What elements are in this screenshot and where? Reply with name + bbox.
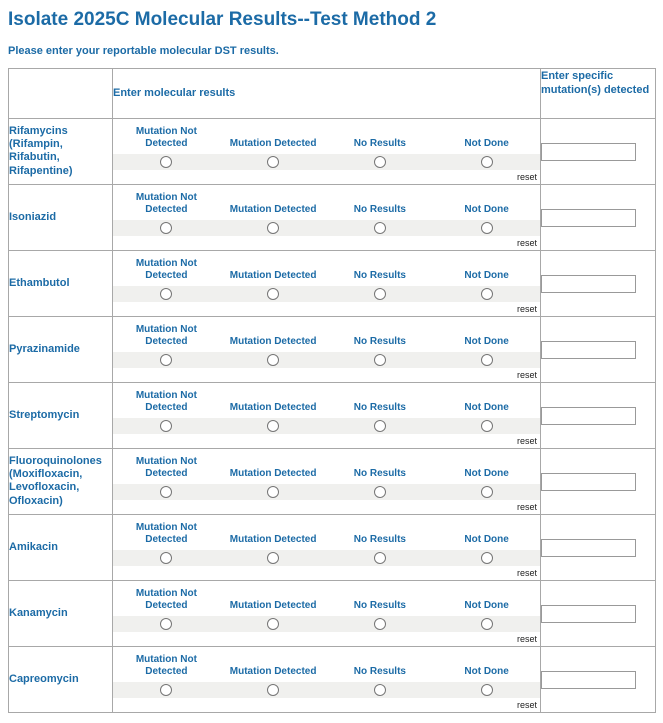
drug-label: Ethambutol [9,276,70,289]
reset-link[interactable]: reset [516,567,537,578]
radio-mutation-detected[interactable] [267,156,279,168]
radio-no-results[interactable] [374,552,386,564]
drug-row [9,514,656,580]
option-label-not-done: Not Done [464,534,509,546]
drug-row [9,580,656,646]
drug-label: Amikacin [9,540,58,553]
option-labels-row [113,251,540,283]
radio-no-results[interactable] [374,288,386,300]
option-label-mutation-detected: Mutation Detected [229,336,317,348]
radio-strip [113,616,540,632]
drug-label: Fluoroquinolones (Moxifloxacin, Levofloxacin, Ofloxacin) [9,455,102,507]
radio-mutation-detected[interactable] [267,288,279,300]
drug-label: Kanamycin [9,606,68,619]
radio-mutation-not-detected[interactable] [160,354,172,366]
drug-label: Isoniazid [9,210,57,223]
option-label-no-results: No Results [353,204,406,216]
drug-row [9,118,656,184]
option-label-no-results: No Results [353,666,406,678]
enter-specific-mutation-header: Enter specific mutation(s) detected [541,68,656,118]
drug-label: Rifamycins (Rifampin, Rifabutin, Rifapentine) [9,125,73,177]
option-label-not-done: Not Done [464,468,509,480]
option-labels-row [113,449,540,481]
option-label-no-results: No Results [353,270,406,282]
option-label-mutation-not-detected: Mutation Not Detected [135,587,197,612]
option-label-not-done: Not Done [464,402,509,414]
radio-no-results[interactable] [374,684,386,696]
option-label-mutation-detected: Mutation Detected [229,402,317,414]
option-label-not-done: Not Done [464,270,509,282]
radio-mutation-detected[interactable] [267,420,279,432]
radio-strip [113,220,540,236]
radio-no-results[interactable] [374,618,386,630]
reset-link[interactable]: reset [516,501,537,512]
option-label-not-done: Not Done [464,336,509,348]
molecular-results-table [8,68,656,713]
radio-no-results[interactable] [374,420,386,432]
page-subtitle: Please enter your reportable molecular DST results. [8,44,279,57]
option-label-mutation-not-detected: Mutation Not Detected [135,323,197,348]
option-labels-row [113,647,540,679]
radio-strip [113,286,540,302]
reset-link[interactable]: reset [516,699,537,710]
mutation-input[interactable] [541,671,636,689]
option-label-mutation-detected: Mutation Detected [229,600,317,612]
reset-link[interactable]: reset [516,633,537,644]
radio-not-done[interactable] [481,222,493,234]
radio-mutation-detected[interactable] [267,486,279,498]
reset-link[interactable]: reset [516,237,537,248]
table-header-row [9,68,656,118]
radio-mutation-detected[interactable] [267,684,279,696]
reset-link[interactable]: reset [516,171,537,182]
drug-row [9,250,656,316]
mutation-input[interactable] [541,275,636,293]
radio-mutation-not-detected[interactable] [160,618,172,630]
option-labels-row [113,119,540,151]
reset-link[interactable]: reset [516,435,537,446]
option-label-no-results: No Results [353,138,406,150]
option-label-no-results: No Results [353,600,406,612]
option-label-no-results: No Results [353,336,406,348]
option-label-mutation-detected: Mutation Detected [229,204,317,216]
radio-not-done[interactable] [481,684,493,696]
radio-not-done[interactable] [481,354,493,366]
option-label-not-done: Not Done [464,600,509,612]
option-label-mutation-not-detected: Mutation Not Detected [135,257,197,282]
radio-not-done[interactable] [481,420,493,432]
radio-not-done[interactable] [481,552,493,564]
option-label-mutation-detected: Mutation Detected [229,468,317,480]
mutation-input[interactable] [541,539,636,557]
option-label-mutation-not-detected: Mutation Not Detected [135,389,197,414]
option-label-mutation-not-detected: Mutation Not Detected [135,455,197,480]
radio-mutation-not-detected[interactable] [160,486,172,498]
option-label-no-results: No Results [353,534,406,546]
option-label-mutation-detected: Mutation Detected [229,666,317,678]
radio-no-results[interactable] [374,354,386,366]
mutation-input[interactable] [541,407,636,425]
radio-mutation-not-detected[interactable] [160,684,172,696]
reset-link[interactable]: reset [516,303,537,314]
drug-row [9,448,656,514]
option-label-mutation-detected: Mutation Detected [229,270,317,282]
drug-row [9,184,656,250]
corner-cell [9,68,113,118]
option-labels-row [113,383,540,415]
radio-no-results[interactable] [374,222,386,234]
option-label-mutation-not-detected: Mutation Not Detected [135,521,197,546]
radio-not-done[interactable] [481,288,493,300]
radio-not-done[interactable] [481,486,493,498]
enter-molecular-results-header: Enter molecular results [113,68,541,118]
mutation-input[interactable] [541,341,636,359]
drug-row [9,382,656,448]
option-labels-row [113,317,540,349]
radio-strip [113,352,540,368]
option-label-not-done: Not Done [464,138,509,150]
mutation-input[interactable] [541,209,636,227]
radio-strip [113,682,540,698]
radio-strip [113,484,540,500]
option-label-mutation-not-detected: Mutation Not Detected [135,191,197,216]
mutation-input[interactable] [541,143,636,161]
option-label-mutation-detected: Mutation Detected [229,138,317,150]
radio-mutation-not-detected[interactable] [160,552,172,564]
radio-no-results[interactable] [374,486,386,498]
option-label-no-results: No Results [353,468,406,480]
page-title: Isolate 2025C Molecular Results--Test Method 2 [8,9,437,30]
reset-link[interactable]: reset [516,369,537,380]
radio-mutation-detected[interactable] [267,618,279,630]
radio-mutation-detected[interactable] [267,552,279,564]
drug-label: Pyrazinamide [9,342,80,355]
radio-not-done[interactable] [481,156,493,168]
option-label-not-done: Not Done [464,204,509,216]
radio-mutation-not-detected[interactable] [160,156,172,168]
radio-strip [113,154,540,170]
drug-label: Capreomycin [9,672,79,685]
drug-label: Streptomycin [9,408,80,421]
radio-not-done[interactable] [481,618,493,630]
mutation-input[interactable] [541,473,636,491]
option-labels-row [113,515,540,547]
radio-mutation-detected[interactable] [267,222,279,234]
radio-mutation-detected[interactable] [267,354,279,366]
drug-row [9,316,656,382]
mutation-input[interactable] [541,605,636,623]
radio-mutation-not-detected[interactable] [160,420,172,432]
option-label-mutation-detected: Mutation Detected [229,534,317,546]
option-label-mutation-not-detected: Mutation Not Detected [135,653,197,678]
option-label-mutation-not-detected: Mutation Not Detected [135,125,197,150]
option-label-not-done: Not Done [464,666,509,678]
radio-no-results[interactable] [374,156,386,168]
drug-row [9,646,656,712]
radio-strip [113,550,540,566]
radio-mutation-not-detected[interactable] [160,222,172,234]
option-labels-row [113,185,540,217]
radio-mutation-not-detected[interactable] [160,288,172,300]
option-labels-row [113,581,540,613]
radio-strip [113,418,540,434]
option-label-no-results: No Results [353,402,406,414]
